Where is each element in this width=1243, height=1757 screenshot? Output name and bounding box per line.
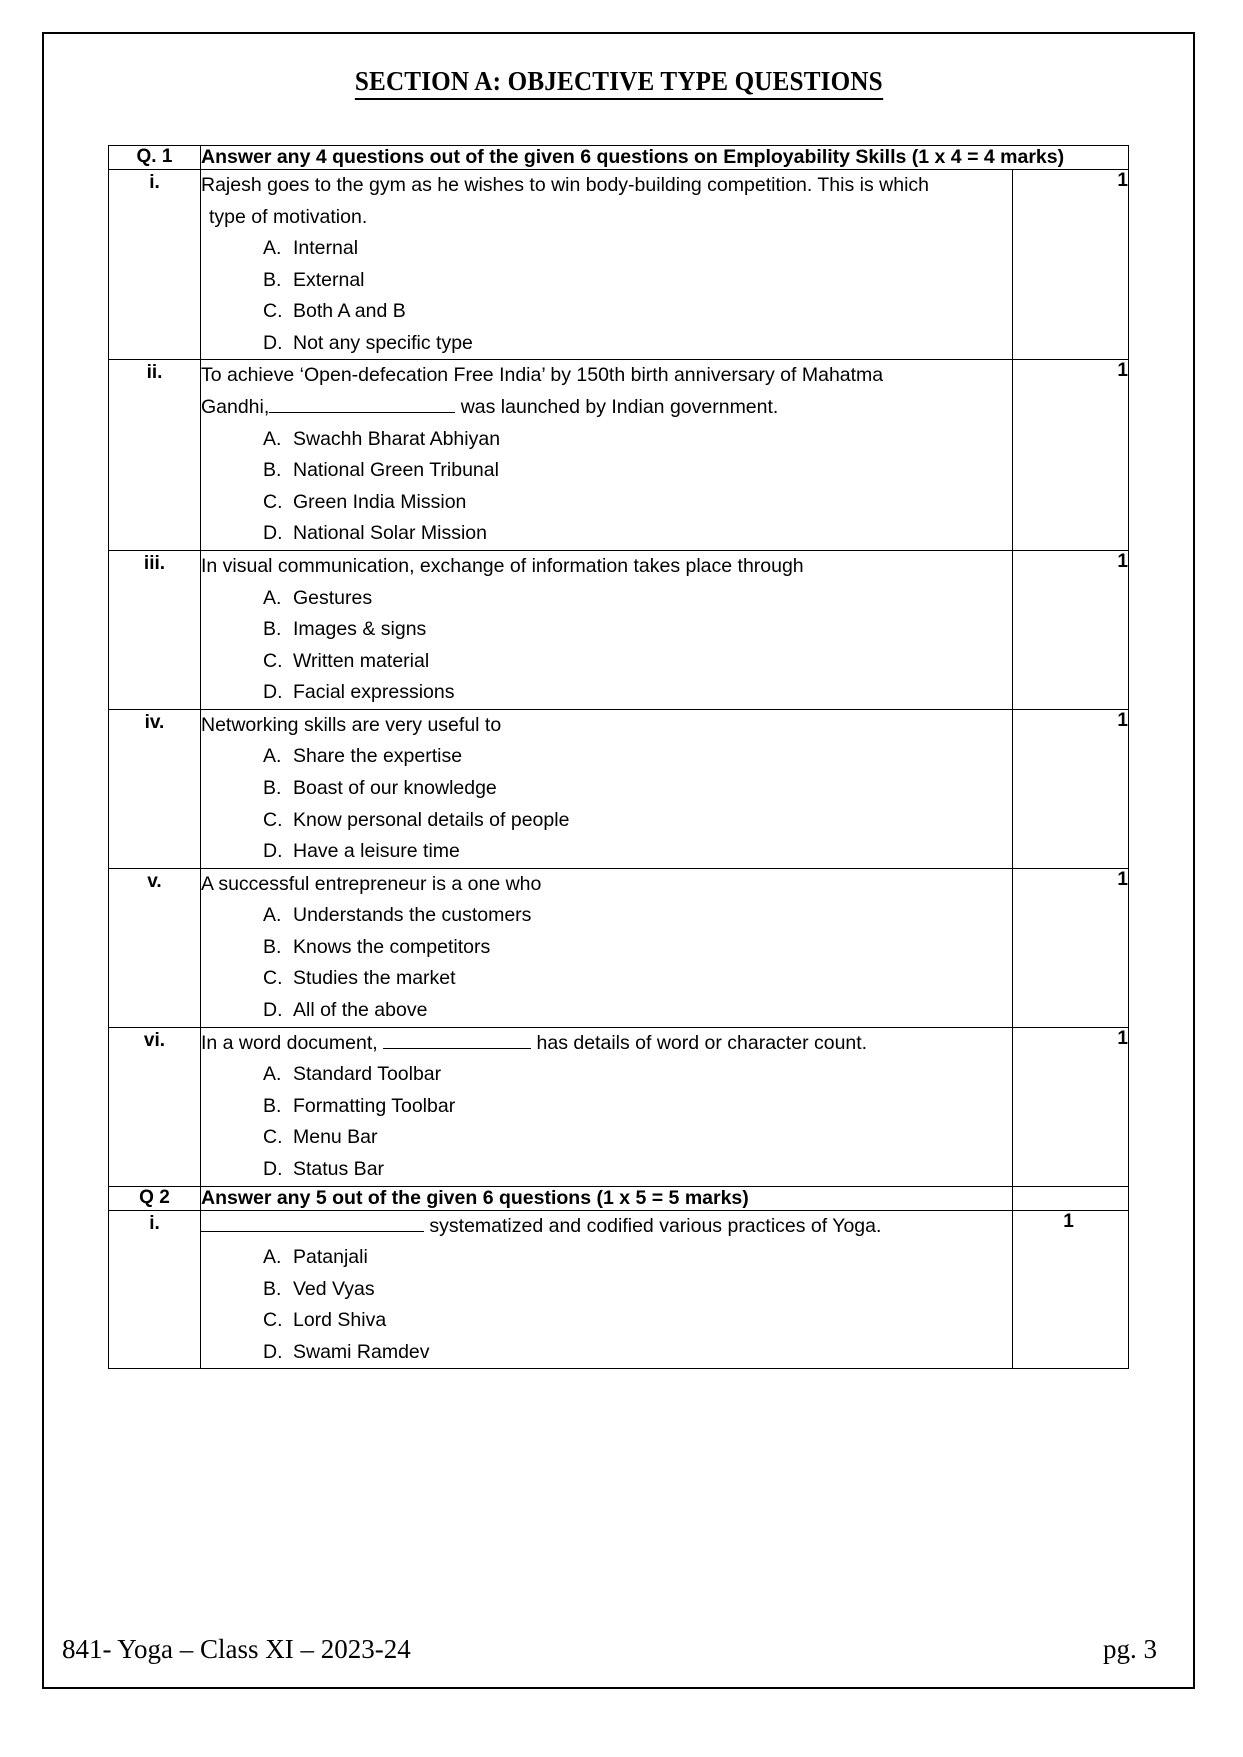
question-stem [201, 1211, 1012, 1243]
table-row [108, 550, 1128, 709]
list-item[interactable] [201, 233, 1012, 265]
option-text: Internal [292, 237, 359, 260]
table-row [108, 1210, 1128, 1369]
question-stem [201, 1028, 1012, 1060]
option-text: Understands the customers [292, 904, 532, 927]
option-letter: D. [262, 1157, 283, 1180]
question-stem-continued [201, 392, 1012, 424]
list-item[interactable] [201, 1337, 1012, 1369]
option-text: Both A and B [292, 300, 406, 323]
option-letter: A. [262, 427, 282, 450]
list-item[interactable] [201, 455, 1012, 487]
option-text: Ved Vyas [292, 1277, 375, 1300]
list-item[interactable] [201, 805, 1012, 837]
question-number: vi. [108, 1027, 200, 1186]
list-item[interactable] [201, 1059, 1012, 1091]
fill-blank-line [249, 1231, 424, 1232]
list-item[interactable] [201, 296, 1012, 328]
question-body [200, 868, 1012, 1027]
option-letter: A. [262, 586, 282, 609]
list-item[interactable] [201, 900, 1012, 932]
option-text: Formatting Toolbar [292, 1094, 456, 1117]
fill-blank-line [383, 1048, 531, 1049]
section-instruction-q2: Answer any 5 out of the given 6 questions (1 x 5 = 5 marks) [200, 1186, 1012, 1210]
question-number: iii. [108, 550, 200, 709]
section-label-q2: Q 2 [108, 1186, 200, 1210]
option-letter: C. [262, 649, 283, 672]
fill-blank-line [201, 1231, 249, 1232]
footer-page-number: pg. 3 [1103, 1634, 1157, 1664]
list-item[interactable] [201, 265, 1012, 297]
list-item[interactable] [201, 1091, 1012, 1123]
option-text: National Solar Mission [292, 522, 487, 545]
option-text: Menu Bar [292, 1126, 378, 1149]
option-list [201, 1242, 1012, 1368]
option-letter: C. [262, 967, 283, 990]
option-letter: D. [262, 1340, 283, 1363]
question-marks: 1 [1012, 170, 1128, 360]
question-stem-prefix: In a word document, [200, 1031, 384, 1054]
list-item[interactable] [201, 1305, 1012, 1337]
option-text: National Green Tribunal [292, 459, 499, 482]
option-text: Facial expressions [292, 681, 455, 704]
page-border [42, 32, 1195, 1689]
option-letter: B. [262, 459, 282, 482]
question-body [200, 360, 1012, 550]
question-stem: Networking skills are very useful to [200, 713, 502, 736]
option-text: Know personal details of people [292, 808, 570, 831]
list-item[interactable] [201, 836, 1012, 868]
option-text: Boast of our knowledge [292, 776, 497, 799]
option-letter: A. [262, 904, 282, 927]
question-stem-suffix: has details of word or character count. [531, 1031, 868, 1054]
option-text: Share the expertise [292, 745, 463, 768]
question-number: ii. [108, 360, 200, 550]
question-body [200, 550, 1012, 709]
option-text: Patanjali [292, 1246, 368, 1269]
option-letter: D. [262, 522, 283, 545]
option-text: Have a leisure time [292, 840, 460, 863]
list-item[interactable] [201, 741, 1012, 773]
list-item[interactable] [201, 773, 1012, 805]
option-letter: C. [262, 808, 283, 831]
list-item[interactable] [201, 932, 1012, 964]
option-letter: A. [262, 1063, 282, 1086]
option-letter: D. [262, 999, 283, 1022]
question-stem: To achieve ‘Open-defecation Free India’ by 150th birth anniversary of Mahatma [200, 364, 884, 387]
section-label-q1: Q. 1 [108, 146, 200, 170]
question-stem: Rajesh goes to the gym as he wishes to win body-building competition. This is which [200, 174, 929, 196]
option-text: Status Bar [292, 1157, 385, 1180]
list-item[interactable] [201, 1122, 1012, 1154]
option-text: Knows the competitors [292, 935, 491, 958]
question-stem-prefix: Gandhi, [200, 396, 270, 419]
list-item[interactable] [201, 518, 1012, 550]
option-letter: D. [262, 840, 283, 863]
option-letter: C. [262, 1126, 283, 1149]
option-letter: B. [262, 1277, 282, 1300]
section-title-text: SECTION A: OBJECTIVE TYPE QUESTIONS [355, 66, 883, 100]
section-marks-q2 [1012, 1186, 1128, 1210]
list-item[interactable] [201, 583, 1012, 615]
question-marks: 1 [1012, 550, 1128, 709]
question-marks: 1 [1012, 1027, 1128, 1186]
option-list [201, 1059, 1012, 1185]
option-letter: C. [262, 490, 283, 513]
questions-table [108, 145, 1129, 1369]
fill-blank-line [269, 412, 455, 413]
option-letter: C. [262, 1309, 283, 1332]
question-stem-suffix: was launched by Indian government. [455, 396, 779, 419]
option-letter: D. [262, 331, 283, 354]
option-letter: A. [262, 745, 282, 768]
question-body [200, 1210, 1012, 1369]
option-text: All of the above [292, 999, 428, 1022]
table-row-section-header-q1 [108, 146, 1128, 170]
option-letter: B. [262, 268, 282, 291]
option-text: Written material [292, 649, 430, 672]
question-number: i. [108, 170, 200, 360]
option-text: Studies the market [292, 967, 456, 990]
option-list [201, 900, 1012, 1026]
list-item[interactable] [201, 963, 1012, 995]
option-text: Images & signs [292, 618, 427, 641]
list-item[interactable] [201, 614, 1012, 646]
option-letter: B. [262, 618, 282, 641]
option-letter: B. [262, 1094, 282, 1117]
option-text: Swami Ramdev [292, 1340, 430, 1363]
list-item[interactable] [201, 646, 1012, 678]
list-item[interactable] [201, 1274, 1012, 1306]
option-text: Lord Shiva [292, 1309, 387, 1332]
list-item[interactable] [201, 995, 1012, 1027]
option-text: External [292, 268, 365, 291]
page-footer [62, 1634, 1175, 1665]
question-marks: 1 [1012, 1210, 1128, 1369]
option-letter: A. [262, 237, 282, 260]
option-text: Gestures [292, 586, 373, 609]
question-marks: 1 [1012, 709, 1128, 868]
option-letter: B. [262, 776, 282, 799]
question-body [200, 709, 1012, 868]
option-letter: B. [262, 935, 282, 958]
option-letter: D. [262, 681, 283, 704]
question-marks: 1 [1012, 360, 1128, 550]
list-item[interactable] [201, 1154, 1012, 1186]
question-number: iv. [108, 709, 200, 868]
page-content [44, 34, 1193, 1687]
table-row [108, 170, 1128, 360]
option-list [201, 424, 1012, 550]
table-row-section-header-q2 [108, 1186, 1128, 1210]
question-stem: In visual communication, exchange of information takes place through [200, 554, 804, 577]
table-row [108, 868, 1128, 1027]
question-number: i. [108, 1210, 200, 1369]
question-number: v. [108, 868, 200, 1027]
table-row [108, 1027, 1128, 1186]
table-row [108, 360, 1128, 550]
option-list [201, 233, 1012, 359]
list-item[interactable] [201, 328, 1012, 360]
option-letter: C. [262, 300, 283, 323]
option-text: Standard Toolbar [292, 1063, 442, 1086]
question-body [200, 1027, 1012, 1186]
table-row [108, 709, 1128, 868]
option-letter: A. [262, 1246, 282, 1269]
question-stem-continued: type of motivation. [208, 205, 368, 228]
question-stem: A successful entrepreneur is a one who [200, 872, 542, 895]
list-item[interactable] [201, 487, 1012, 519]
option-text: Green India Mission [292, 490, 467, 513]
footer-subject-label: 841- Yoga – Class XI – 2023-24 [62, 1634, 411, 1664]
option-list [201, 583, 1012, 709]
list-item[interactable] [201, 1242, 1012, 1274]
option-list [201, 741, 1012, 867]
option-text: Swachh Bharat Abhiyan [292, 427, 501, 450]
option-text: Not any specific type [292, 331, 473, 354]
question-body [200, 170, 1012, 360]
page-title [44, 66, 1193, 100]
question-stem-suffix: systematized and codified various practices of Yoga. [423, 1214, 882, 1237]
list-item[interactable] [201, 677, 1012, 709]
section-instruction-q1: Answer any 4 questions out of the given 6 questions on Employability Skills (1 x 4 = 4 marks) [200, 146, 1128, 170]
question-marks: 1 [1012, 868, 1128, 1027]
list-item[interactable] [201, 424, 1012, 456]
